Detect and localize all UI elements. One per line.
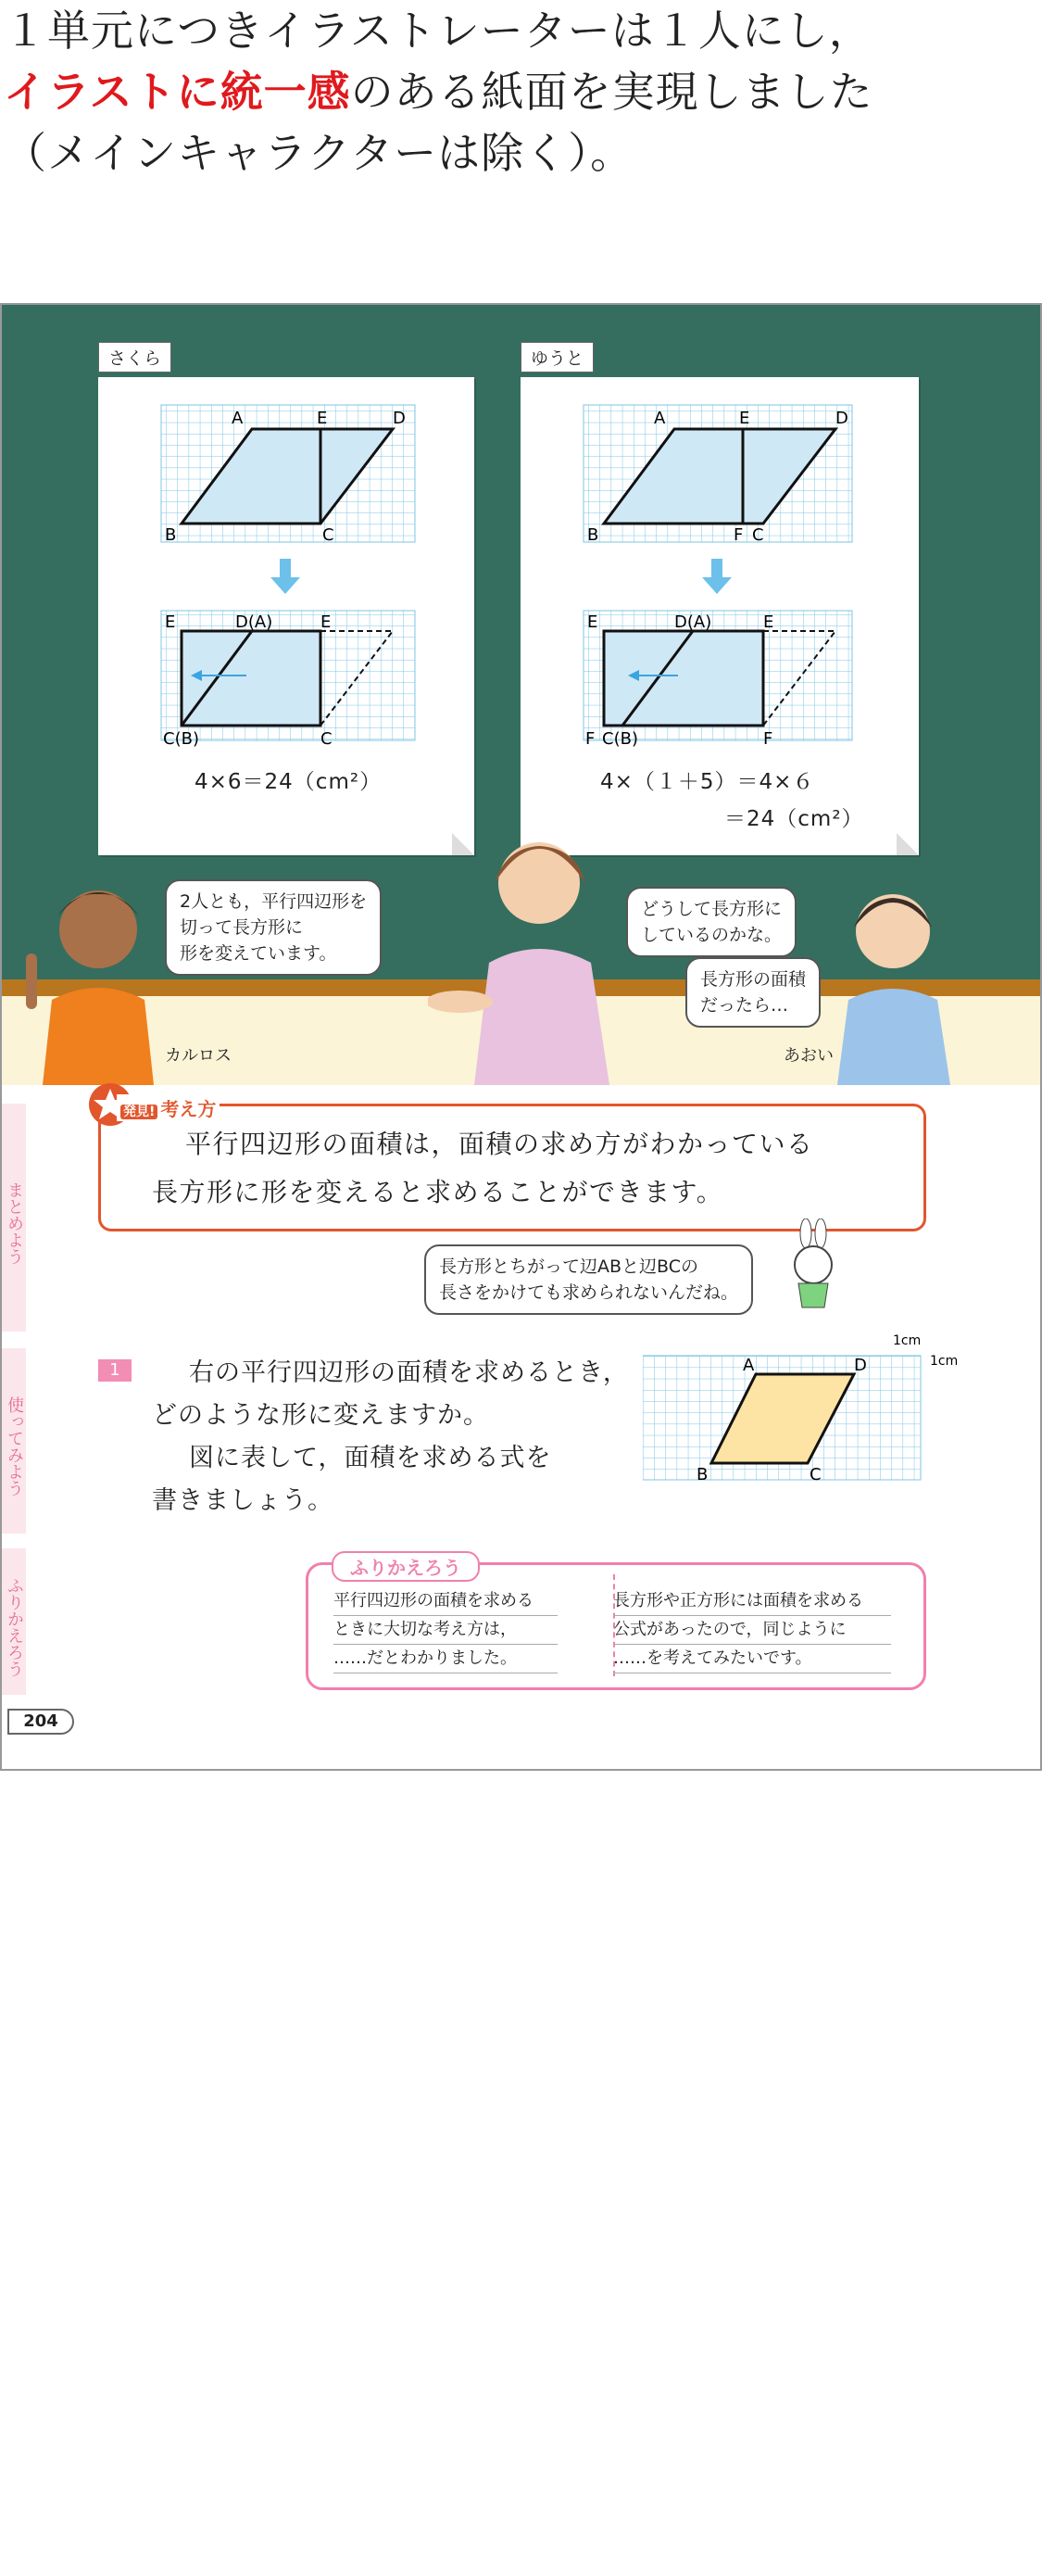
label-e2: E (763, 612, 774, 632)
bubble-line: しているのかな。 (641, 925, 783, 945)
rabbit-mascot (780, 1219, 845, 1311)
sakura-tag: さくら (98, 342, 171, 373)
summary-label-text: 考え方 (160, 1098, 217, 1120)
face (856, 894, 930, 968)
page-fold (897, 833, 919, 855)
bubble-line: 長方形とちがって辺ABと辺BCの (439, 1256, 699, 1277)
review-left-line: ときに大切な考え方は， (333, 1616, 558, 1645)
sidebar-furikaero: ふりかえろう (2, 1548, 26, 1695)
aoi-illustration (828, 870, 967, 1085)
label-e1: E (165, 612, 176, 632)
review-left-line: 平行四辺形の面積を求める (333, 1587, 558, 1616)
label-e1: E (587, 612, 598, 632)
label-f2: F (763, 729, 773, 749)
headline (4, 0, 873, 183)
rabbit-speech-bubble (424, 1244, 753, 1315)
face (498, 842, 580, 924)
yuto-sheet (521, 377, 919, 855)
jacket (43, 988, 154, 1085)
bubble-line: 切って長方形に (180, 917, 304, 938)
bubble-line: 長方形の面積 (700, 969, 807, 990)
question-line3: 図に表して，面積を求める式を (189, 1444, 552, 1472)
headline-line3: （メインキャラクターは除く）。 (4, 128, 634, 178)
name-aoi: あおい (784, 1046, 834, 1066)
rectangle (182, 631, 320, 726)
headline-line2 (4, 61, 873, 122)
summary-label (117, 1094, 220, 1121)
textbook-page (0, 303, 1042, 1771)
yuto-tag: ゆうと (521, 342, 594, 373)
sakura-equation: 4×6＝24（cm²） (195, 770, 383, 794)
yuto-equation-2: ＝24（cm²） (724, 807, 864, 831)
label-f: F (734, 525, 744, 545)
question-text (152, 1352, 629, 1522)
label-a: A (743, 1356, 755, 1375)
carlos-speech-bubble (165, 879, 382, 976)
carlos-illustration (20, 861, 159, 1085)
label-f1: F (585, 729, 596, 749)
summary-line1: 平行四辺形の面積は，面積の求め方がわかっている (185, 1129, 814, 1159)
review-right-line: 長方形や正方形には面積を求める (613, 1587, 891, 1616)
aoi-speech-bubble (685, 957, 821, 1028)
down-arrow-icon (270, 559, 300, 594)
review-right-line: ……を考えてみたいです。 (613, 1645, 891, 1673)
sweater (474, 949, 609, 1085)
label-d: D (393, 409, 406, 428)
question-line1: 右の平行四辺形の面積を求めるとき， (189, 1358, 629, 1387)
headline-line2-rest: のある紙面を実現しました (350, 67, 873, 117)
summary-line2: 長方形に形を変えると求めることができます。 (152, 1177, 724, 1207)
label-b: B (165, 525, 177, 545)
label-d: D (854, 1356, 867, 1375)
headline-line1: １単元につきイラストレーターは１人にし， (4, 6, 873, 56)
question-diagram (643, 1333, 958, 1482)
label-cb: C(B) (602, 729, 638, 749)
bubble-line: どうして長方形に (641, 899, 783, 919)
label-e2: E (320, 612, 332, 632)
label-da: D(A) (674, 612, 712, 632)
question-line2: どのような形に変えますか。 (152, 1401, 489, 1430)
bubble-line: だったら… (700, 995, 789, 1016)
review-right-line: 公式があったので，同じように (613, 1616, 891, 1645)
sidebar-matome: まとめよう (2, 1104, 26, 1332)
label-da: D(A) (235, 612, 273, 632)
yuto-diagram (521, 377, 919, 785)
question-line4: 書きましょう。 (152, 1486, 333, 1515)
unit-label-1: 1cm (893, 1333, 922, 1348)
review-title: ふりかえろう (332, 1551, 480, 1582)
label-d: D (835, 409, 848, 428)
label-cb: C(B) (163, 729, 199, 749)
teacher-illustration (428, 805, 659, 1085)
label-c: C (320, 729, 333, 749)
label-c: C (322, 525, 334, 545)
review-left-line: ……だとわかりました。 (333, 1645, 558, 1673)
label-b: B (587, 525, 599, 545)
teacher-speech-bubble (626, 887, 797, 957)
discovery-badge: 発見! (120, 1105, 157, 1119)
review-right (613, 1587, 891, 1673)
label-e: E (739, 409, 750, 428)
sakura-sheet (98, 377, 474, 855)
review-left (333, 1587, 558, 1673)
label-e: E (317, 409, 328, 428)
yuto-equation-1: 4×（１＋5）＝4×６ (600, 770, 815, 794)
label-c: C (752, 525, 764, 545)
name-carlos: カルロス (165, 1046, 232, 1066)
shirt (837, 989, 950, 1085)
sidebar-tsukatte: 使ってみよう (2, 1348, 26, 1534)
raised-finger (26, 953, 37, 1009)
open-hand (428, 991, 493, 1013)
label-a: A (654, 409, 666, 428)
unit-label-2: 1cm (930, 1354, 958, 1369)
down-arrow-icon (702, 559, 732, 594)
question-number: 1 (98, 1359, 132, 1382)
label-b: B (697, 1465, 709, 1482)
bubble-line: 2人とも，平行四辺形を (180, 891, 368, 912)
summary-text (152, 1120, 814, 1217)
label-c: C (810, 1465, 822, 1482)
page-number: 204 (7, 1709, 74, 1735)
sakura-diagram (98, 377, 474, 785)
bubble-line: 長さをかけても求められないんだね。 (439, 1282, 739, 1303)
bubble-line: 形を変えています。 (180, 943, 337, 964)
label-a: A (232, 409, 244, 428)
headline-red-text: イラストに統一感 (4, 67, 351, 117)
